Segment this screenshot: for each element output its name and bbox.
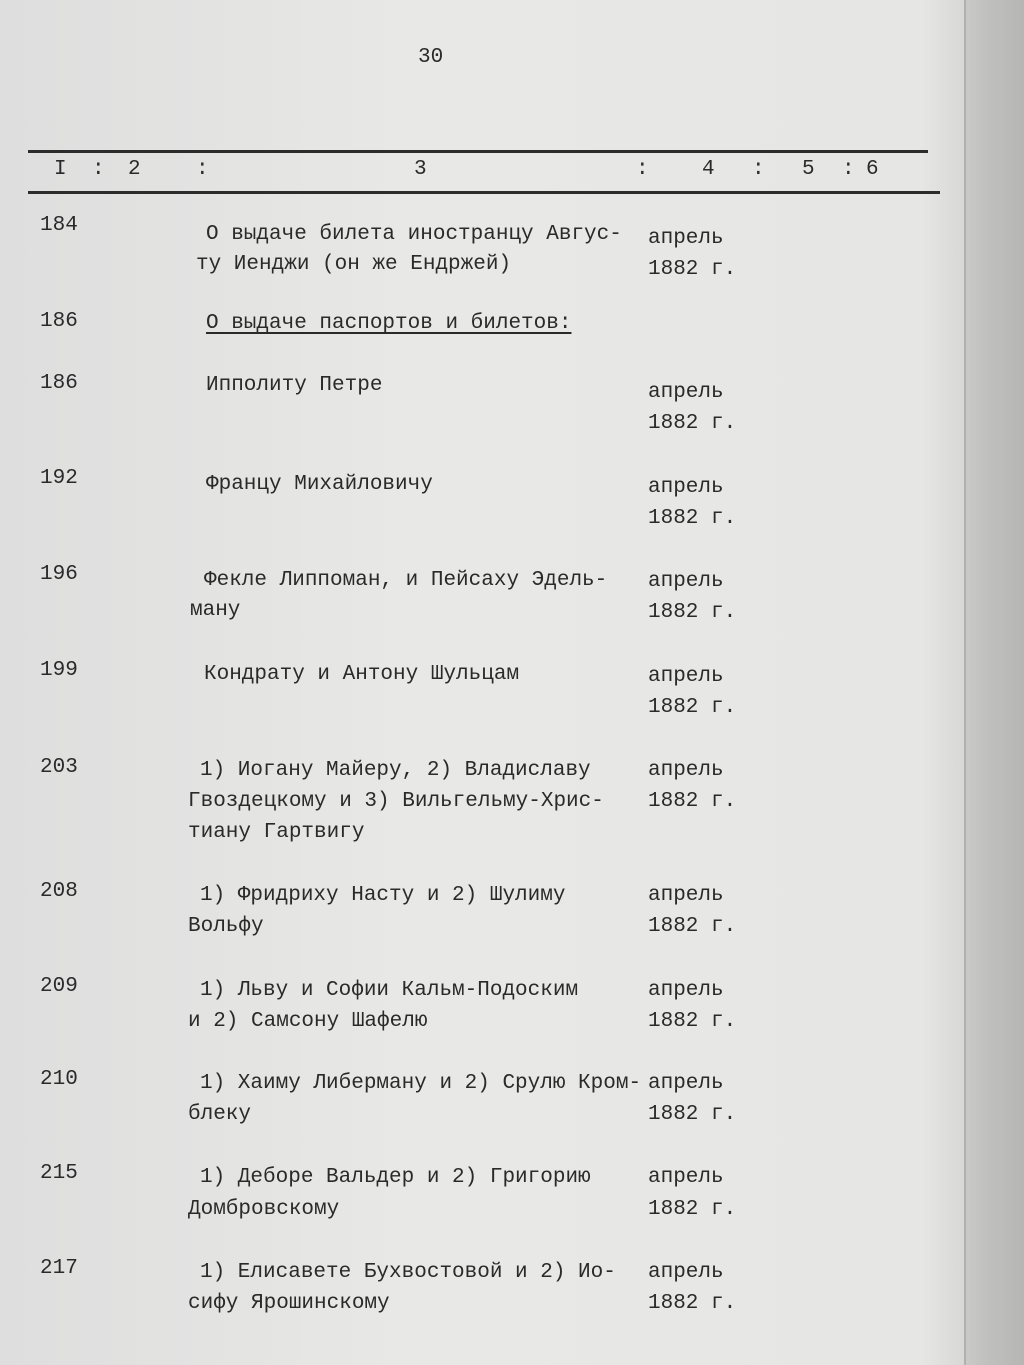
row-year: 1882 г. bbox=[648, 1103, 737, 1126]
row-text-line: блеку bbox=[188, 1103, 252, 1126]
header-col-5: 5 bbox=[802, 158, 815, 181]
header-top-rule bbox=[28, 150, 928, 153]
header-col-6: 6 bbox=[866, 158, 879, 181]
header-col-2: 2 bbox=[128, 158, 141, 181]
row-text-line: сифу Ярошинскому bbox=[188, 1292, 390, 1315]
header-col-3: 3 bbox=[414, 158, 427, 181]
row-year: 1882 г. bbox=[648, 790, 737, 813]
row-month: апрель bbox=[648, 1166, 724, 1189]
row-month: апрель bbox=[648, 476, 724, 499]
header-sep: : bbox=[196, 158, 209, 181]
row-year: 1882 г. bbox=[648, 1010, 737, 1033]
row-year: 1882 г. bbox=[648, 507, 737, 530]
row-month: апрель bbox=[648, 979, 724, 1002]
row-month: апрель bbox=[648, 884, 724, 907]
row-text-line: Ипполиту Петре bbox=[206, 374, 383, 397]
row-number: 209 bbox=[40, 975, 78, 998]
row-month: апрель bbox=[648, 381, 724, 404]
section-heading: О выдаче паспортов и билетов: bbox=[206, 312, 572, 335]
row-number: 199 bbox=[40, 659, 78, 682]
row-text-line: и 2) Самсону Шафелю bbox=[188, 1010, 428, 1033]
row-text-line: Домбровскому bbox=[188, 1198, 340, 1221]
row-number: 203 bbox=[40, 756, 78, 779]
row-text-line: Фекле Липпоман, и Пейсаху Эдель- bbox=[204, 569, 608, 592]
row-number: 192 bbox=[40, 467, 78, 490]
row-number: 186 bbox=[40, 372, 78, 395]
row-year: 1882 г. bbox=[648, 696, 737, 719]
header-bottom-rule bbox=[28, 191, 940, 194]
row-number: 184 bbox=[40, 214, 78, 237]
row-text-line: тиану Гартвигу bbox=[188, 821, 365, 844]
row-number: 196 bbox=[40, 563, 78, 586]
header-col-4: 4 bbox=[702, 158, 715, 181]
row-month: апрель bbox=[648, 759, 724, 782]
row-text-line: Гвоздецкому и 3) Вильгельму-Хрис- bbox=[188, 790, 604, 813]
row-year: 1882 г. bbox=[648, 258, 737, 281]
row-month: апрель bbox=[648, 1072, 724, 1095]
row-text-line: О выдаче билета иностранцу Авгус- bbox=[206, 223, 622, 246]
row-text-line: 1) Льву и Софии Кальм-Подоским bbox=[200, 979, 579, 1002]
row-number: 210 bbox=[40, 1068, 78, 1091]
row-text-line: 1) Фридриху Насту и 2) Шулиму bbox=[200, 884, 566, 907]
row-year: 1882 г. bbox=[648, 1198, 737, 1221]
row-month: апрель bbox=[648, 570, 724, 593]
header-sep: : bbox=[842, 158, 855, 181]
row-month: апрель bbox=[648, 227, 724, 250]
row-text-line: 1) Хаиму Либерману и 2) Срулю Кром- bbox=[200, 1072, 642, 1095]
row-text-line: ту Иенджи (он же Ендржей) bbox=[196, 253, 512, 276]
row-year: 1882 г. bbox=[648, 915, 737, 938]
header-sep: : bbox=[636, 158, 649, 181]
header-sep: : bbox=[752, 158, 765, 181]
header-col-1: I bbox=[54, 158, 67, 181]
row-month: апрель bbox=[648, 1261, 724, 1284]
row-number: 215 bbox=[40, 1162, 78, 1185]
row-year: 1882 г. bbox=[648, 601, 737, 624]
row-number: 217 bbox=[40, 1257, 78, 1280]
header-sep: : bbox=[92, 158, 105, 181]
row-text-line: 1) Иогану Майеру, 2) Владиславу bbox=[200, 759, 591, 782]
row-number: 186 bbox=[40, 310, 78, 333]
row-text-line: Вольфу bbox=[188, 915, 264, 938]
row-text-line: Францу Михайловичу bbox=[206, 473, 433, 496]
row-year: 1882 г. bbox=[648, 412, 737, 435]
row-text-line: 1) Деборе Вальдер и 2) Григорию bbox=[200, 1166, 591, 1189]
row-text-line: ману bbox=[190, 599, 241, 622]
row-month: апрель bbox=[648, 665, 724, 688]
page-edge-shadow bbox=[964, 0, 1024, 1365]
page-number: 30 bbox=[418, 46, 444, 69]
row-text-line: 1) Елисавете Бухвостовой и 2) Ио- bbox=[200, 1261, 616, 1284]
row-text-line: Кондрату и Антону Шульцам bbox=[204, 663, 520, 686]
row-year: 1882 г. bbox=[648, 1292, 737, 1315]
row-number: 208 bbox=[40, 880, 78, 903]
